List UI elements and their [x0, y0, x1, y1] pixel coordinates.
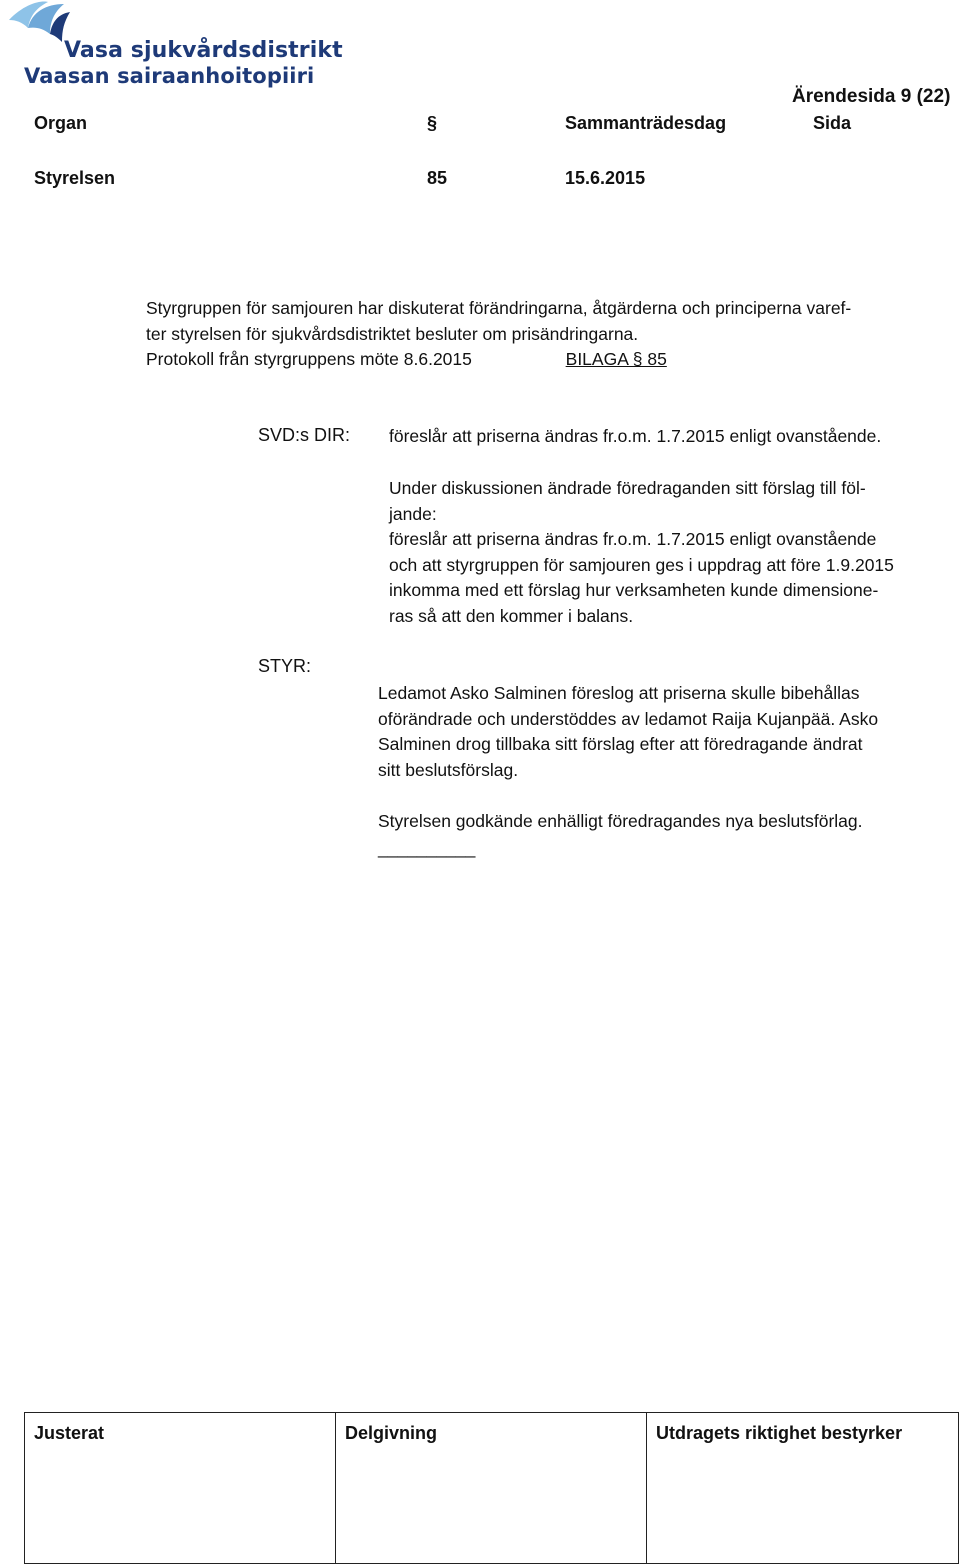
svd-discussion: [389, 476, 959, 629]
svd-discussion-line: inkomma med ett förslag hur verksamheten kunde dimensione-: [389, 580, 879, 600]
intro-paragraph: [146, 296, 956, 373]
header-organ-value: Styrelsen: [34, 168, 116, 188]
svd-discussion-line: föreslår att priserna ändras fr.o.m. 1.7.2015 enligt ovanstående: [389, 529, 877, 549]
styr-decision-line: sitt beslutsförslag.: [378, 759, 519, 780]
signature-table: [24, 1412, 959, 1564]
styr-approval: Styrelsen godkände enhälligt föredragandes nya beslutsförlag.: [378, 811, 863, 831]
header-paragraph-label: §: [427, 113, 438, 133]
org-name-swedish: Vasa sjukvårdsdistrikt: [64, 38, 343, 63]
protocol-reference: Protokoll från styrgruppens möte 8.6.2015: [146, 349, 472, 369]
page-reference: Ärendesida 9 (22): [792, 86, 951, 107]
justerat-label: Justerat: [34, 1423, 105, 1443]
bestyrker-label: Utdragets riktighet bestyrker: [656, 1423, 903, 1443]
header-date-label: Sammanträdesdag: [565, 113, 727, 133]
section-separator: __________: [378, 838, 476, 858]
signature-column-bestyrker: [647, 1413, 958, 1563]
attachment-link[interactable]: BILAGA § 85: [565, 349, 667, 369]
svd-proposal: föreslår att priserna ändras fr.o.m. 1.7.2015 enligt ovanstående.: [389, 426, 882, 446]
intro-line: ter styrelsen för sjukvårdsdistriktet besluter om prisändringarna.: [146, 323, 639, 344]
signature-column-delgivning: [336, 1413, 647, 1563]
styr-decision-line: Ledamot Asko Salminen föreslog att priserna skulle bibehållas: [378, 683, 860, 703]
header-paragraph-value: 85: [427, 168, 448, 188]
svd-label: SVD:s DIR:: [258, 425, 351, 445]
header-date-value: 15.6.2015: [565, 168, 646, 188]
intro-line: [146, 347, 956, 373]
organization-logo: [6, 0, 343, 100]
svd-discussion-line: ras så att den kommer i balans.: [389, 605, 634, 626]
svd-discussion-line: jande:: [389, 503, 437, 524]
header-page-label: Sida: [813, 113, 852, 133]
svd-discussion-line: Under diskussionen ändrade föredraganden sitt förslag till föl-: [389, 478, 866, 498]
styr-decision-line: Salminen drog tillbaka sitt förslag efter att föredragande ändrat: [378, 734, 863, 754]
signature-column-justerat: [25, 1413, 336, 1563]
styr-decision-line: oförändrade och understöddes av ledamot Raija Kujanpää. Asko: [378, 708, 879, 729]
styr-decision: [378, 681, 958, 783]
svd-discussion-line: och att styrgruppen för samjouren ges i uppdrag att före 1.9.2015: [389, 554, 894, 575]
org-name-finnish: Vaasan sairaanhoitopiiri: [24, 64, 315, 88]
delgivning-label: Delgivning: [345, 1423, 438, 1443]
header-organ-label: Organ: [34, 113, 88, 133]
styr-label: STYR:: [258, 656, 312, 676]
intro-line: Styrgruppen för samjouren har diskuterat förändringarna, åtgärderna och principerna varef-: [146, 298, 852, 318]
